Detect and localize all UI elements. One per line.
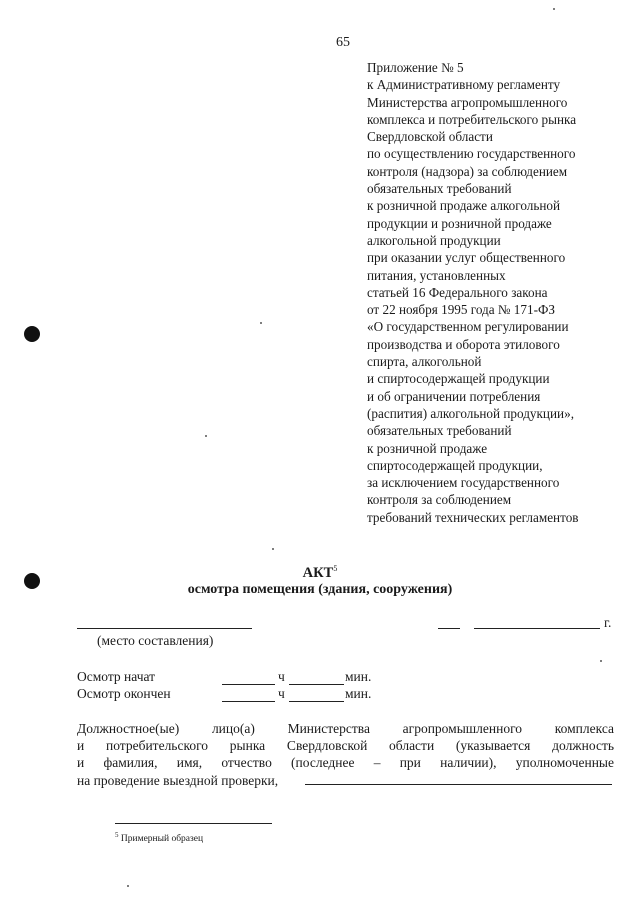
- end-minutes-unit: мин.: [345, 686, 372, 701]
- paragraph-line: и фамилия, имя, отчество (последнее – при наличии), уполномоченные: [77, 755, 614, 771]
- footnote-mark: 5: [115, 831, 119, 839]
- appendix-line: к розничной продаже: [367, 440, 488, 456]
- scan-speck: [260, 322, 262, 324]
- act-subtitle: осмотра помещения (здания, сооружения): [187, 582, 453, 597]
- date-month-line: [474, 628, 600, 629]
- act-title: АКТ$^5$: [302, 564, 338, 581]
- appendix-line: статьей 16 Федерального закона: [367, 284, 548, 300]
- appendix-line: комплекса и потребительского рынка: [367, 111, 577, 127]
- start-minutes-unit: мин.: [345, 669, 372, 684]
- place-label: (место составления): [97, 633, 214, 648]
- appendix-line: «О государственном регулировании: [367, 319, 569, 335]
- footnote: [115, 831, 203, 844]
- appendix-line: к Административному регламенту: [367, 77, 561, 93]
- appendix-line: по осуществлению государственного: [367, 146, 576, 162]
- punch-hole-top: [24, 326, 40, 342]
- appendix-line: продукции и розничной продаже: [367, 215, 552, 231]
- appendix-line: обязательных требований: [367, 423, 512, 439]
- appendix-line: (распития) алкогольной продукции»,: [367, 405, 574, 421]
- appendix-line: и спиртосодержащей продукции: [367, 371, 550, 387]
- appendix-line: питания, установленных: [367, 267, 506, 283]
- scan-speck: [553, 8, 555, 10]
- appendix-line: при оказании услуг общественного: [367, 250, 566, 266]
- appendix-line: спирта, алкогольной: [367, 354, 482, 370]
- scan-speck: [272, 548, 274, 550]
- appendix-line: контроля (надзора) за соблюдением: [367, 163, 568, 179]
- start-minutes-line: [289, 684, 344, 685]
- place-line: [77, 628, 252, 629]
- inspection-start-label: Осмотр начат: [77, 669, 156, 684]
- appendix-line: Министерства агропромышленного: [367, 94, 568, 110]
- appendix-line: требований технических регламентов: [367, 509, 579, 525]
- footnote-text: Примерный образец: [118, 834, 204, 845]
- footnote-separator: [115, 823, 272, 824]
- appendix-line: спиртосодержащей продукции,: [367, 457, 543, 473]
- appendix-line: Приложение № 5: [367, 60, 464, 75]
- appendix-line: обязательных требований: [367, 181, 512, 197]
- appendix-line: производства и оборота этилового: [367, 336, 560, 352]
- appendix-line: от 22 ноября 1995 года № 171-ФЗ: [367, 302, 555, 318]
- appendix-line: к розничной продаже алкогольной: [367, 198, 561, 214]
- inspection-end-label: Осмотр окончен: [77, 686, 171, 701]
- appendix-line: за исключением государственного: [367, 475, 560, 491]
- date-day-line: [438, 628, 460, 629]
- end-minutes-line: [289, 701, 344, 702]
- act-footnote-mark: 5: [333, 564, 338, 573]
- page-number: 65: [336, 35, 350, 50]
- paragraph-line: Должностное(ые) лицо(а) Министерства агропромышленного комплекса: [77, 721, 614, 736]
- start-hours-line: [222, 684, 275, 685]
- appendix-line: контроля за соблюдением: [367, 492, 512, 508]
- appendix-line: алкогольной продукции: [367, 232, 501, 248]
- appendix-line: Свердловской области: [367, 129, 493, 145]
- end-hours-unit: ч: [278, 686, 285, 701]
- paragraph-line: и потребительского рынка Свердловской области (указывается должность: [77, 738, 614, 754]
- scan-speck: [127, 885, 129, 887]
- paragraph-line: на проведение выездной проверки,: [77, 772, 279, 788]
- officials-fill-line: [305, 784, 612, 785]
- end-hours-line: [222, 701, 275, 702]
- start-hours-unit: ч: [278, 669, 285, 684]
- year-suffix: г.: [604, 615, 612, 630]
- officials-paragraph: [77, 720, 614, 789]
- scan-speck: [600, 660, 602, 662]
- scan-speck: [205, 435, 207, 437]
- appendix-header: [367, 59, 629, 526]
- appendix-line: и об ограничении потребления: [367, 388, 541, 404]
